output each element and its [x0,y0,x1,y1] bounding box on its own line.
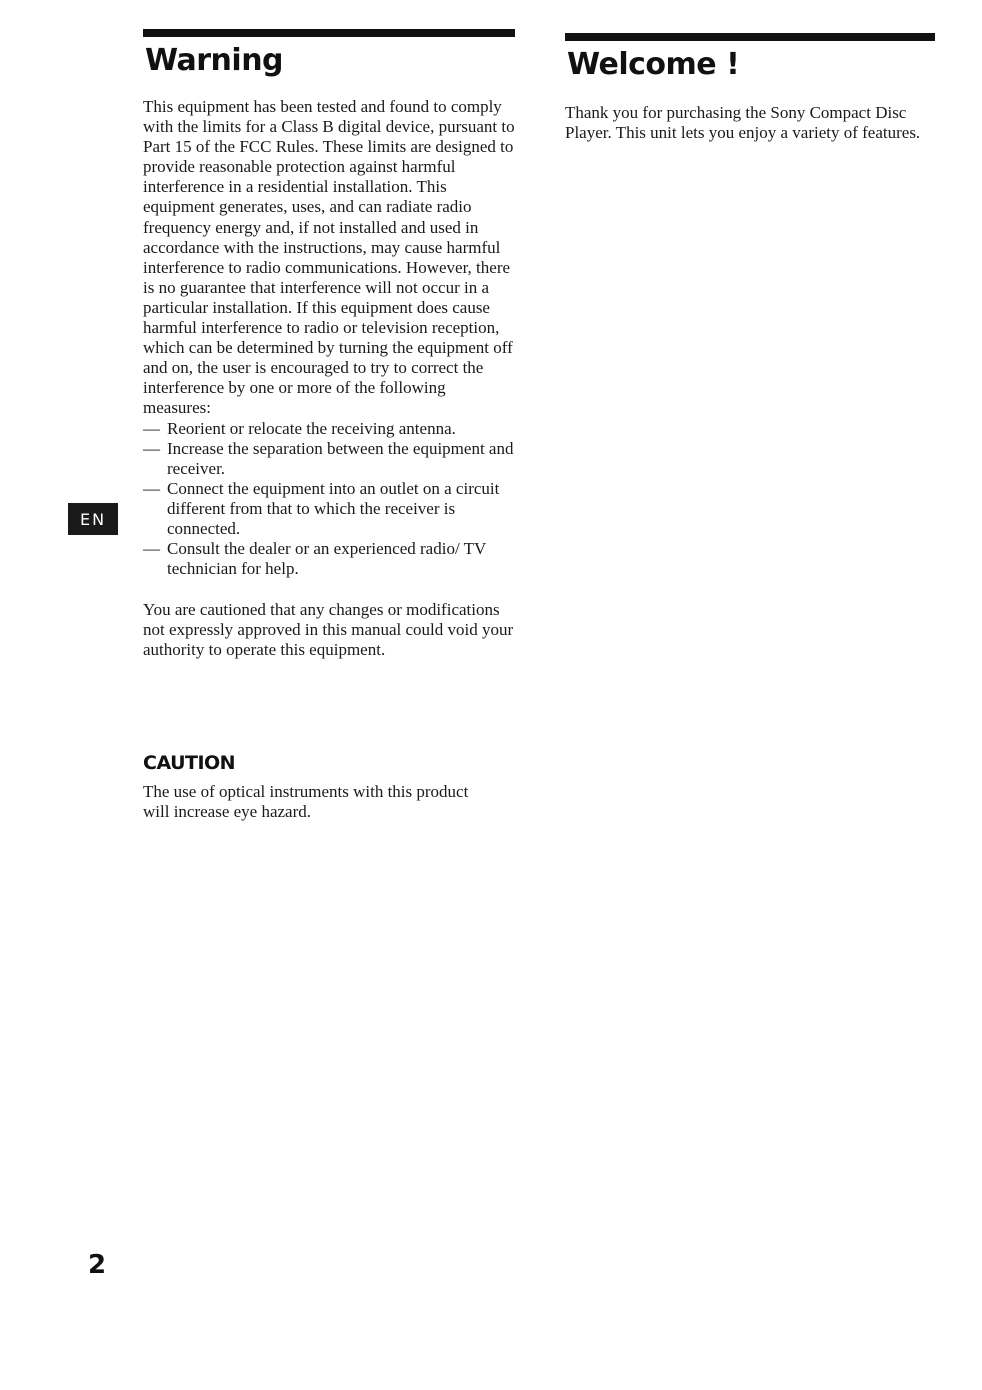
page-number: 2 [88,1250,107,1280]
language-tab: EN [68,503,118,535]
warning-heading: Warning [145,43,284,78]
welcome-text: Thank you for purchasing the Sony Compact Disc Player. This unit lets you enjoy a variety of features. [565,103,921,143]
warning-section [143,29,515,661]
warning-intro: This equipment has been tested and found to comply with the limits for a Class B digital device, pursuant to Part 15 of the FCC Rules. These limits are designed to provide reasonable protection against harmful interference in a residential installation. This equipment generates, uses, and can radiate radio frequency energy and, if not installed and used in accordance with the instructions, may cause harmful interference to radio communications. However, there is no guarantee that interference will not occur in a particular installation. If this equipment does cause harmful interference to radio or television reception, which can be determined by turning the equipment off and on, the user is encouraged to try to correct the interference by one or more of the following measures: [143,97,515,418]
measure-item: — Increase the separation between the equipment and receiver. [143,439,515,479]
welcome-heading: Welcome ! [567,47,740,82]
caution-heading: CAUTION [143,752,236,774]
caution-text: The use of optical instruments with this product will increase eye hazard. [143,782,469,822]
measure-item: — Consult the dealer or an experienced radio/ TV technician for help. [143,539,515,579]
section-rule [143,29,515,37]
measure-item: — Reorient or relocate the receiving antenna. [143,419,515,439]
modification-notice: You are cautioned that any changes or modifications not expressly approved in this manual could void your authority to operate this equipment. [143,600,514,660]
welcome-section [565,33,935,143]
section-rule [565,33,935,41]
measure-item: — Connect the equipment into an outlet on a circuit different from that to which the receiver is connected. [143,479,515,539]
measures-list [143,419,515,580]
